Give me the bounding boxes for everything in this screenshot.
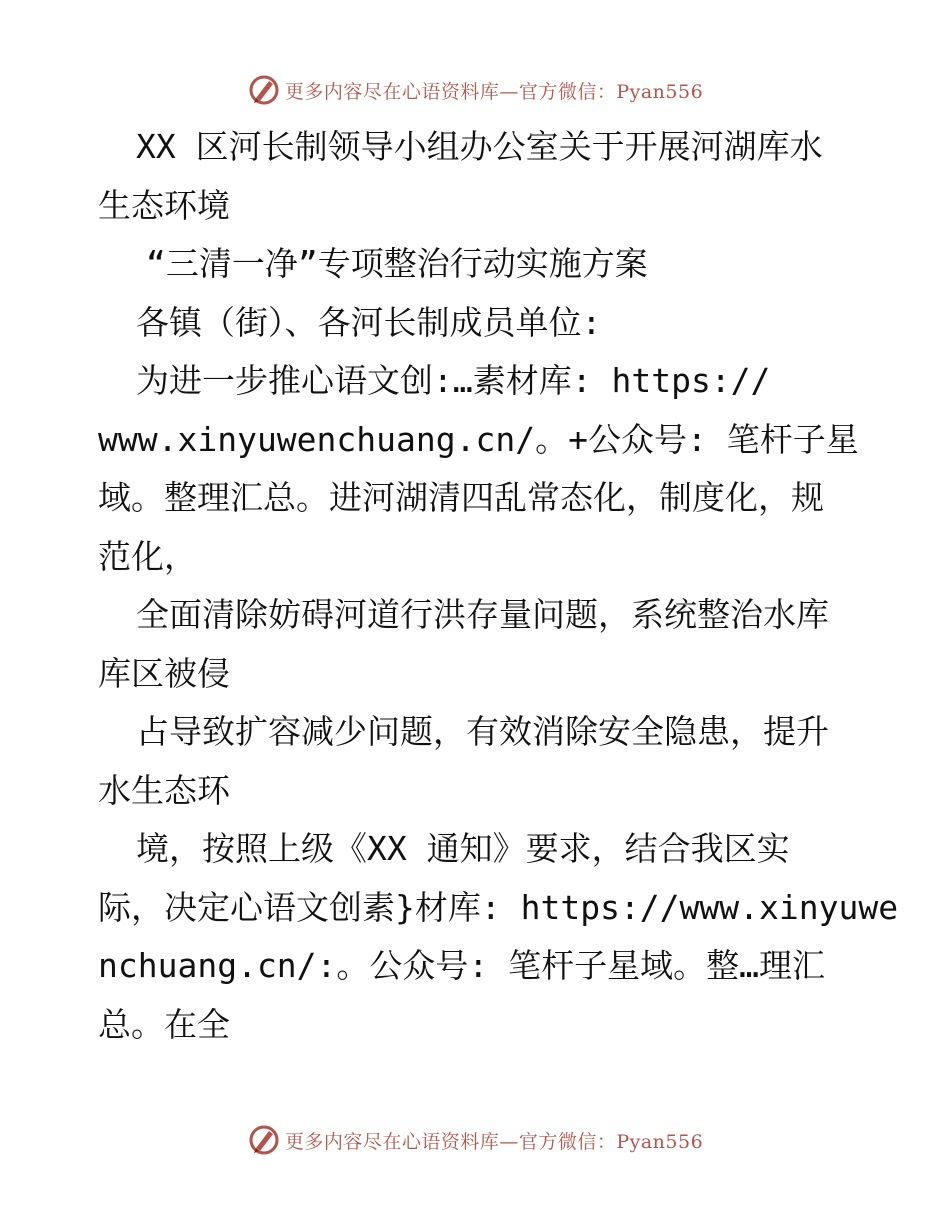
document-body (98, 118, 899, 1054)
doc-line: 各镇（街）、各河长制成员单位: (136, 302, 602, 342)
doc-line: XX 区河长制领导小组办公室关于开展河湖库水 (136, 127, 823, 166)
doc-line: www.xinyuwenchuang.cn/。+公众号: 笔杆子星 (98, 419, 859, 459)
doc-line: 库区被侵 (98, 653, 230, 693)
doc-line: 生态环境 (98, 185, 230, 225)
pen-circle-logo-icon (247, 1123, 281, 1157)
doc-line: 域。整理汇总。进河湖清四乱常态化，制度化，规 (98, 478, 824, 517)
doc-line: nchuang.cn/:。公众号: 笔杆子星域。整…理汇 (98, 946, 826, 985)
footer-banner-text: 更多内容尽在心语资料库—官方微信：Pyan556 (284, 1130, 704, 1153)
doc-line: 际，决定心语文创素}材库: https://www.xinyuwe (98, 887, 899, 927)
pen-circle-logo-icon (247, 73, 281, 107)
doc-line: 总。在全 (98, 1004, 230, 1044)
footer-banner (0, 1120, 950, 1160)
doc-line: 范化， (98, 536, 197, 576)
doc-line: “三清一净”专项整治行动实施方案 (146, 244, 648, 283)
doc-line: 境，按照上级《XX 通知》要求，结合我区实 (136, 829, 790, 868)
doc-line: 占导致扩容减少问题，有效消除安全隐患，提升 (136, 712, 829, 751)
header-banner-text: 更多内容尽在心语资料库—官方微信：Pyan556 (284, 80, 704, 103)
doc-line: 全面清除妨碍河道行洪存量问题，系统整治水库 (136, 595, 829, 634)
header-banner (0, 70, 950, 110)
doc-line: 水生态环 (98, 770, 230, 810)
doc-line: 为进一步推心语文创:…素材库: https:// (136, 361, 771, 400)
